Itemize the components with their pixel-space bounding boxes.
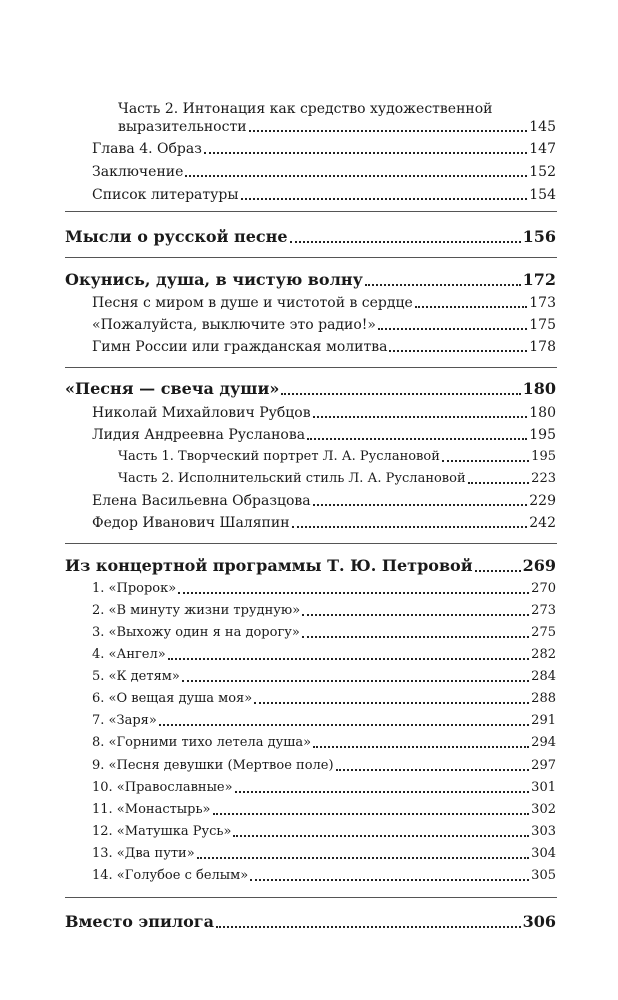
toc-section-title: Окунись, душа, в чистую волну [65, 270, 363, 289]
toc-entry-page: 154 [529, 187, 556, 203]
toc-entry-title: Гимн России или гражданская молитва [92, 339, 388, 355]
toc-entry-title: Список литературы [92, 187, 239, 203]
toc-entry [92, 867, 556, 885]
dot-leader [442, 459, 529, 462]
toc-section-page: 156 [522, 227, 556, 246]
toc-entry-page: 195 [529, 427, 556, 443]
toc-entry-page: 229 [529, 493, 556, 509]
toc-subentry [118, 448, 556, 466]
toc-section-page: 180 [522, 379, 556, 398]
toc-entry [92, 580, 556, 598]
toc-section-page: 269 [522, 556, 556, 575]
toc-entry-continuation-line1: Часть 2. Интонация как средство художественной [118, 101, 493, 117]
toc-entry-page: 291 [531, 713, 556, 728]
dot-leader [168, 657, 529, 660]
toc-entry [92, 316, 556, 334]
toc-entry [92, 492, 556, 510]
toc-entry-title: 6. «О вещая душа моя» [92, 691, 253, 706]
dot-leader [365, 283, 521, 286]
dot-leader [475, 569, 521, 572]
toc-entry-page: 242 [529, 515, 556, 531]
toc-section [65, 912, 556, 932]
toc-entry-title: 5. «К детям» [92, 669, 180, 684]
toc-entry-title: Песня с миром в душе и чистотой в сердце [92, 295, 413, 311]
section-divider [65, 367, 557, 368]
dot-leader [302, 613, 529, 616]
toc-entry-title: «Пожалуйста, выключите это радио!» [92, 317, 376, 333]
toc-entry-page: 297 [531, 758, 556, 773]
dot-leader [313, 503, 528, 506]
toc-entry-page: 270 [531, 581, 556, 596]
toc-section-title: Из концертной программы Т. Ю. Петровой [65, 556, 473, 575]
section-divider [65, 211, 557, 212]
toc-entry-page: 223 [531, 471, 556, 486]
toc-entry-title: Николай Михайлович Рубцов [92, 405, 311, 421]
toc-entry [92, 646, 556, 664]
dot-leader [216, 925, 521, 928]
toc-entry [92, 338, 556, 356]
dot-leader [185, 174, 527, 177]
toc-entry-title: 11. «Монастырь» [92, 802, 211, 817]
dot-leader [233, 834, 529, 837]
toc-entry-title: 7. «Заря» [92, 713, 157, 728]
toc-entry-page: 282 [531, 647, 556, 662]
section-divider [65, 257, 557, 258]
toc-entry-title: Лидия Андреевна Русланова [92, 427, 306, 443]
toc-entry-page: 273 [531, 603, 556, 618]
dot-leader [182, 679, 529, 682]
dot-leader [204, 151, 527, 154]
toc-entry [92, 734, 556, 752]
dot-leader [178, 591, 529, 594]
dot-leader [197, 856, 530, 859]
toc-entry-page: 147 [529, 141, 556, 157]
dot-leader [389, 349, 527, 352]
toc-entry-title: 10. «Православные» [92, 780, 233, 795]
toc-entry [92, 140, 556, 158]
dot-leader [302, 635, 529, 638]
toc-entry [92, 712, 556, 730]
toc-section [65, 379, 556, 399]
toc-entry-title: 8. «Горними тихо летела душа» [92, 735, 312, 750]
dot-leader [254, 701, 529, 704]
toc-entry [92, 801, 556, 819]
toc-entry-title: выразительности [118, 119, 247, 135]
toc-entry-title: Часть 1. Творческий портрет Л. А. Руслановой [118, 449, 440, 464]
toc-section-title: Вместо эпилога [65, 912, 214, 931]
toc-entry [92, 624, 556, 642]
toc-entry-page: 301 [531, 780, 556, 795]
section-divider [65, 897, 557, 898]
dot-leader [250, 878, 529, 881]
toc-section-page: 306 [522, 912, 556, 931]
toc-entry-title: 2. «В минуту жизни трудную» [92, 603, 301, 618]
toc-entry-title: 14. «Голубое с белым» [92, 868, 249, 883]
toc-entry [92, 404, 556, 422]
dot-leader [292, 525, 528, 528]
toc-entry [92, 426, 556, 444]
dot-leader [235, 790, 530, 793]
toc-entry-page: 152 [529, 164, 556, 180]
toc-entry-page: 195 [531, 449, 556, 464]
toc-entry-page: 288 [531, 691, 556, 706]
toc-entry [92, 602, 556, 620]
toc-entry-title: 1. «Пророк» [92, 581, 177, 596]
toc-entry-title: 9. «Песня девушки (Мертвое поле) [92, 758, 334, 773]
toc-section-title: «Песня — свеча души» [65, 379, 280, 398]
toc-entry-continuation [118, 118, 556, 136]
dot-leader [313, 745, 529, 748]
dot-leader [249, 129, 528, 132]
toc-entry [92, 845, 556, 863]
dot-leader [313, 415, 528, 418]
dot-leader [415, 305, 527, 308]
toc-entry-page: 175 [529, 317, 556, 333]
dot-leader [241, 197, 528, 200]
dot-leader [378, 327, 527, 330]
dot-leader [213, 812, 530, 815]
toc-entry-title: 12. «Матушка Русь» [92, 824, 232, 839]
toc-entry-page: 180 [529, 405, 556, 421]
toc-entry-title: Заключение [92, 164, 184, 180]
toc-section [65, 270, 556, 290]
toc-entry-page: 302 [531, 802, 556, 817]
section-divider [65, 543, 557, 544]
toc-entry [92, 514, 556, 532]
toc-entry [92, 186, 556, 204]
toc-entry [92, 668, 556, 686]
toc-entry-page: 284 [531, 669, 556, 684]
dot-leader [307, 437, 527, 440]
toc-entry-title: Елена Васильевна Образцова [92, 493, 311, 509]
toc-entry-title: Федор Иванович Шаляпин [92, 515, 290, 531]
toc-entry-page: 275 [531, 625, 556, 640]
toc-entry-page: 303 [531, 824, 556, 839]
toc-entry-title: 3. «Выхожу один я на дорогу» [92, 625, 300, 640]
toc-entry-page: 173 [529, 295, 556, 311]
toc-entry-page: 178 [529, 339, 556, 355]
dot-leader [468, 481, 530, 484]
toc-entry-title: Часть 2. Исполнительский стиль Л. А. Руслановой [118, 471, 466, 486]
dot-leader [281, 392, 520, 395]
toc-entry [92, 823, 556, 841]
dot-leader [290, 240, 521, 243]
toc-entry-page: 145 [529, 119, 556, 135]
toc-entry-title: 4. «Ангел» [92, 647, 166, 662]
toc-entry-title: Глава 4. Образ [92, 141, 202, 157]
toc-subentry [118, 470, 556, 488]
toc-entry-page: 304 [531, 846, 556, 861]
toc-section [65, 556, 556, 576]
toc-entry [92, 294, 556, 312]
toc-entry [92, 163, 556, 181]
toc-section-title: Мысли о русской песне [65, 227, 288, 246]
toc-entry-page: 305 [531, 868, 556, 883]
toc-entry-title: 13. «Два пути» [92, 846, 195, 861]
dot-leader [159, 723, 529, 726]
toc-section-page: 172 [522, 270, 556, 289]
toc-section [65, 227, 556, 247]
toc-entry [92, 690, 556, 708]
dot-leader [336, 768, 530, 771]
toc-entry-page: 294 [531, 735, 556, 750]
toc-entry [92, 779, 556, 797]
toc-entry [92, 757, 556, 775]
